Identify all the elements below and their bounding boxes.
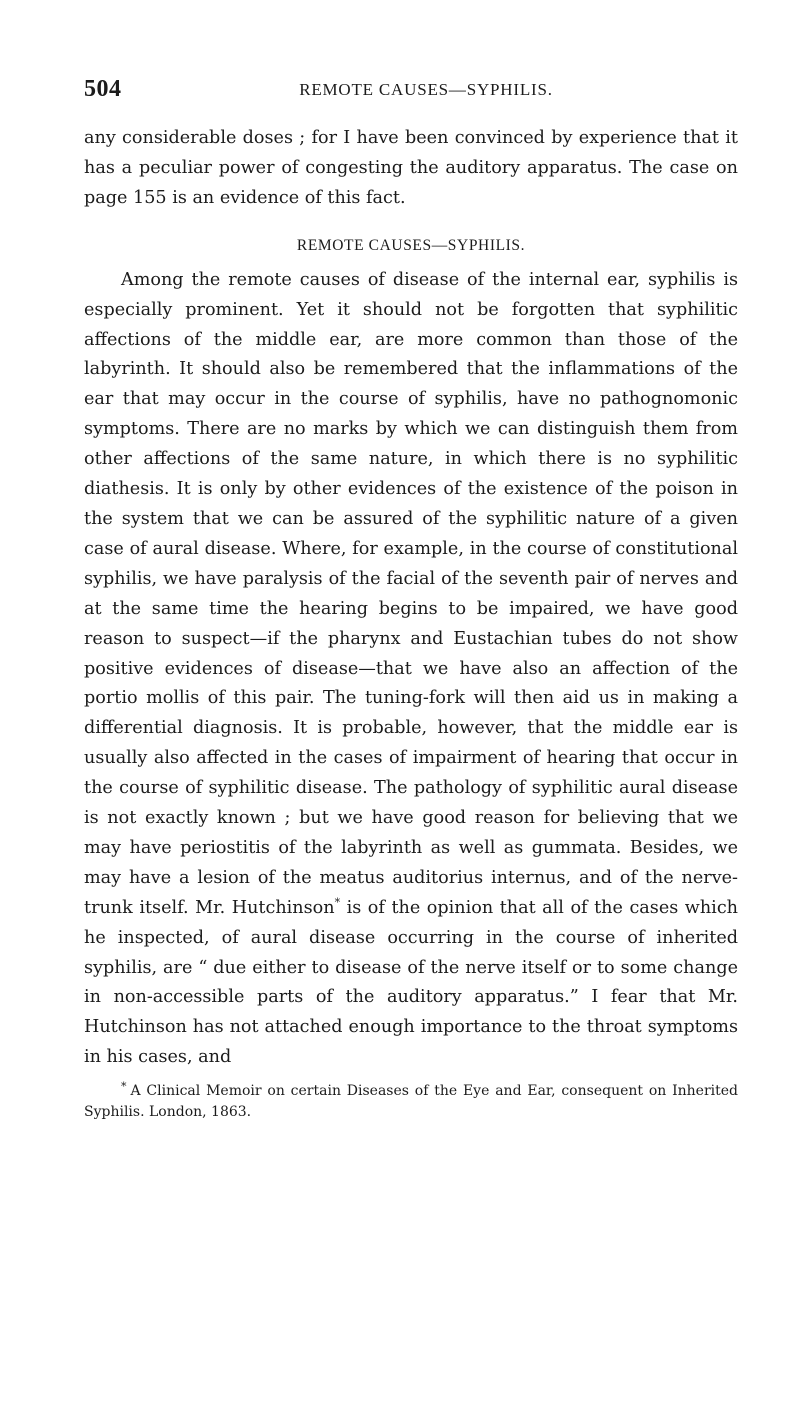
- footnote-text: A Clinical Memoir on certain Diseases of the Eye and Ear, consequent on Inherited Syphilis. London, 1863.: [84, 1083, 738, 1120]
- footnote: [84, 1081, 738, 1122]
- page-number: 504: [84, 76, 122, 102]
- footnote-mark: *: [121, 1079, 127, 1093]
- footnote-reference: *: [334, 895, 341, 909]
- section-paragraph-part1: Among the remote causes of disease of the internal ear, syphilis is especially prominent. Yet it should not be forgotten that syphilitic affections of the middle ear, are more common than those of the labyrinth. It should also be remembered that the inflammations of the ear that may occur in the course of syphilis, have no pathognomonic symptoms. There are no marks by which we can distinguish them from other affections of the same nature, in which there is no syphilitic diathesis. It is only by other evidences of the existence of the poison in the system that we can be assured of the syphilitic nature of a given case of aural disease. Where, for example, in the course of constitutional syphilis, we have paralysis of the facial of the seventh pair of nerves and at the same time the hearing begins to be impaired, we have good reason to suspect—if the pharynx and Eustachian tubes do not show positive evidences of disease—that we have also an affection of the portio mollis of this pair. The tuning-fork will then aid us in making a differential diagnosis. It is probable, however, that the middle ear is usually also affected in the cases of impairment of hearing that occur in the course of syphilitic disease. The pathology of syphilitic aural disease is not exactly known ; but we have good reason for believing that we may have periostitis of the labyrinth as well as gummata. Besides, we may have a lesion of the meatus auditorius internus, and of the nerve-trunk itself. Mr. Hutchinson: [84, 269, 738, 918]
- section-paragraph-part2: is of the opinion that all of the cases which he inspected, of aural disease occurring in the course of inherited syphilis, are “ due either to disease of the nerve itself or to some change in non-accessible parts of the auditory apparatus.” I fear that Mr. Hutchinson has not attached enough importance to the throat symptoms in his cases, and: [84, 897, 738, 1068]
- section-paragraph: [84, 266, 738, 1073]
- section-heading: REMOTE CAUSES—SYPHILIS.: [296, 236, 526, 254]
- running-title: REMOTE CAUSES—SYPHILIS.: [299, 80, 553, 99]
- body-text: [84, 124, 738, 1073]
- continuation-paragraph: any considerable doses ; for I have been convinced by experience that it has a peculiar power of congesting the auditory apparatus. The case on page 155 is an evidence of this fact.: [84, 128, 738, 208]
- book-page: [84, 76, 738, 1122]
- running-head: [84, 76, 738, 106]
